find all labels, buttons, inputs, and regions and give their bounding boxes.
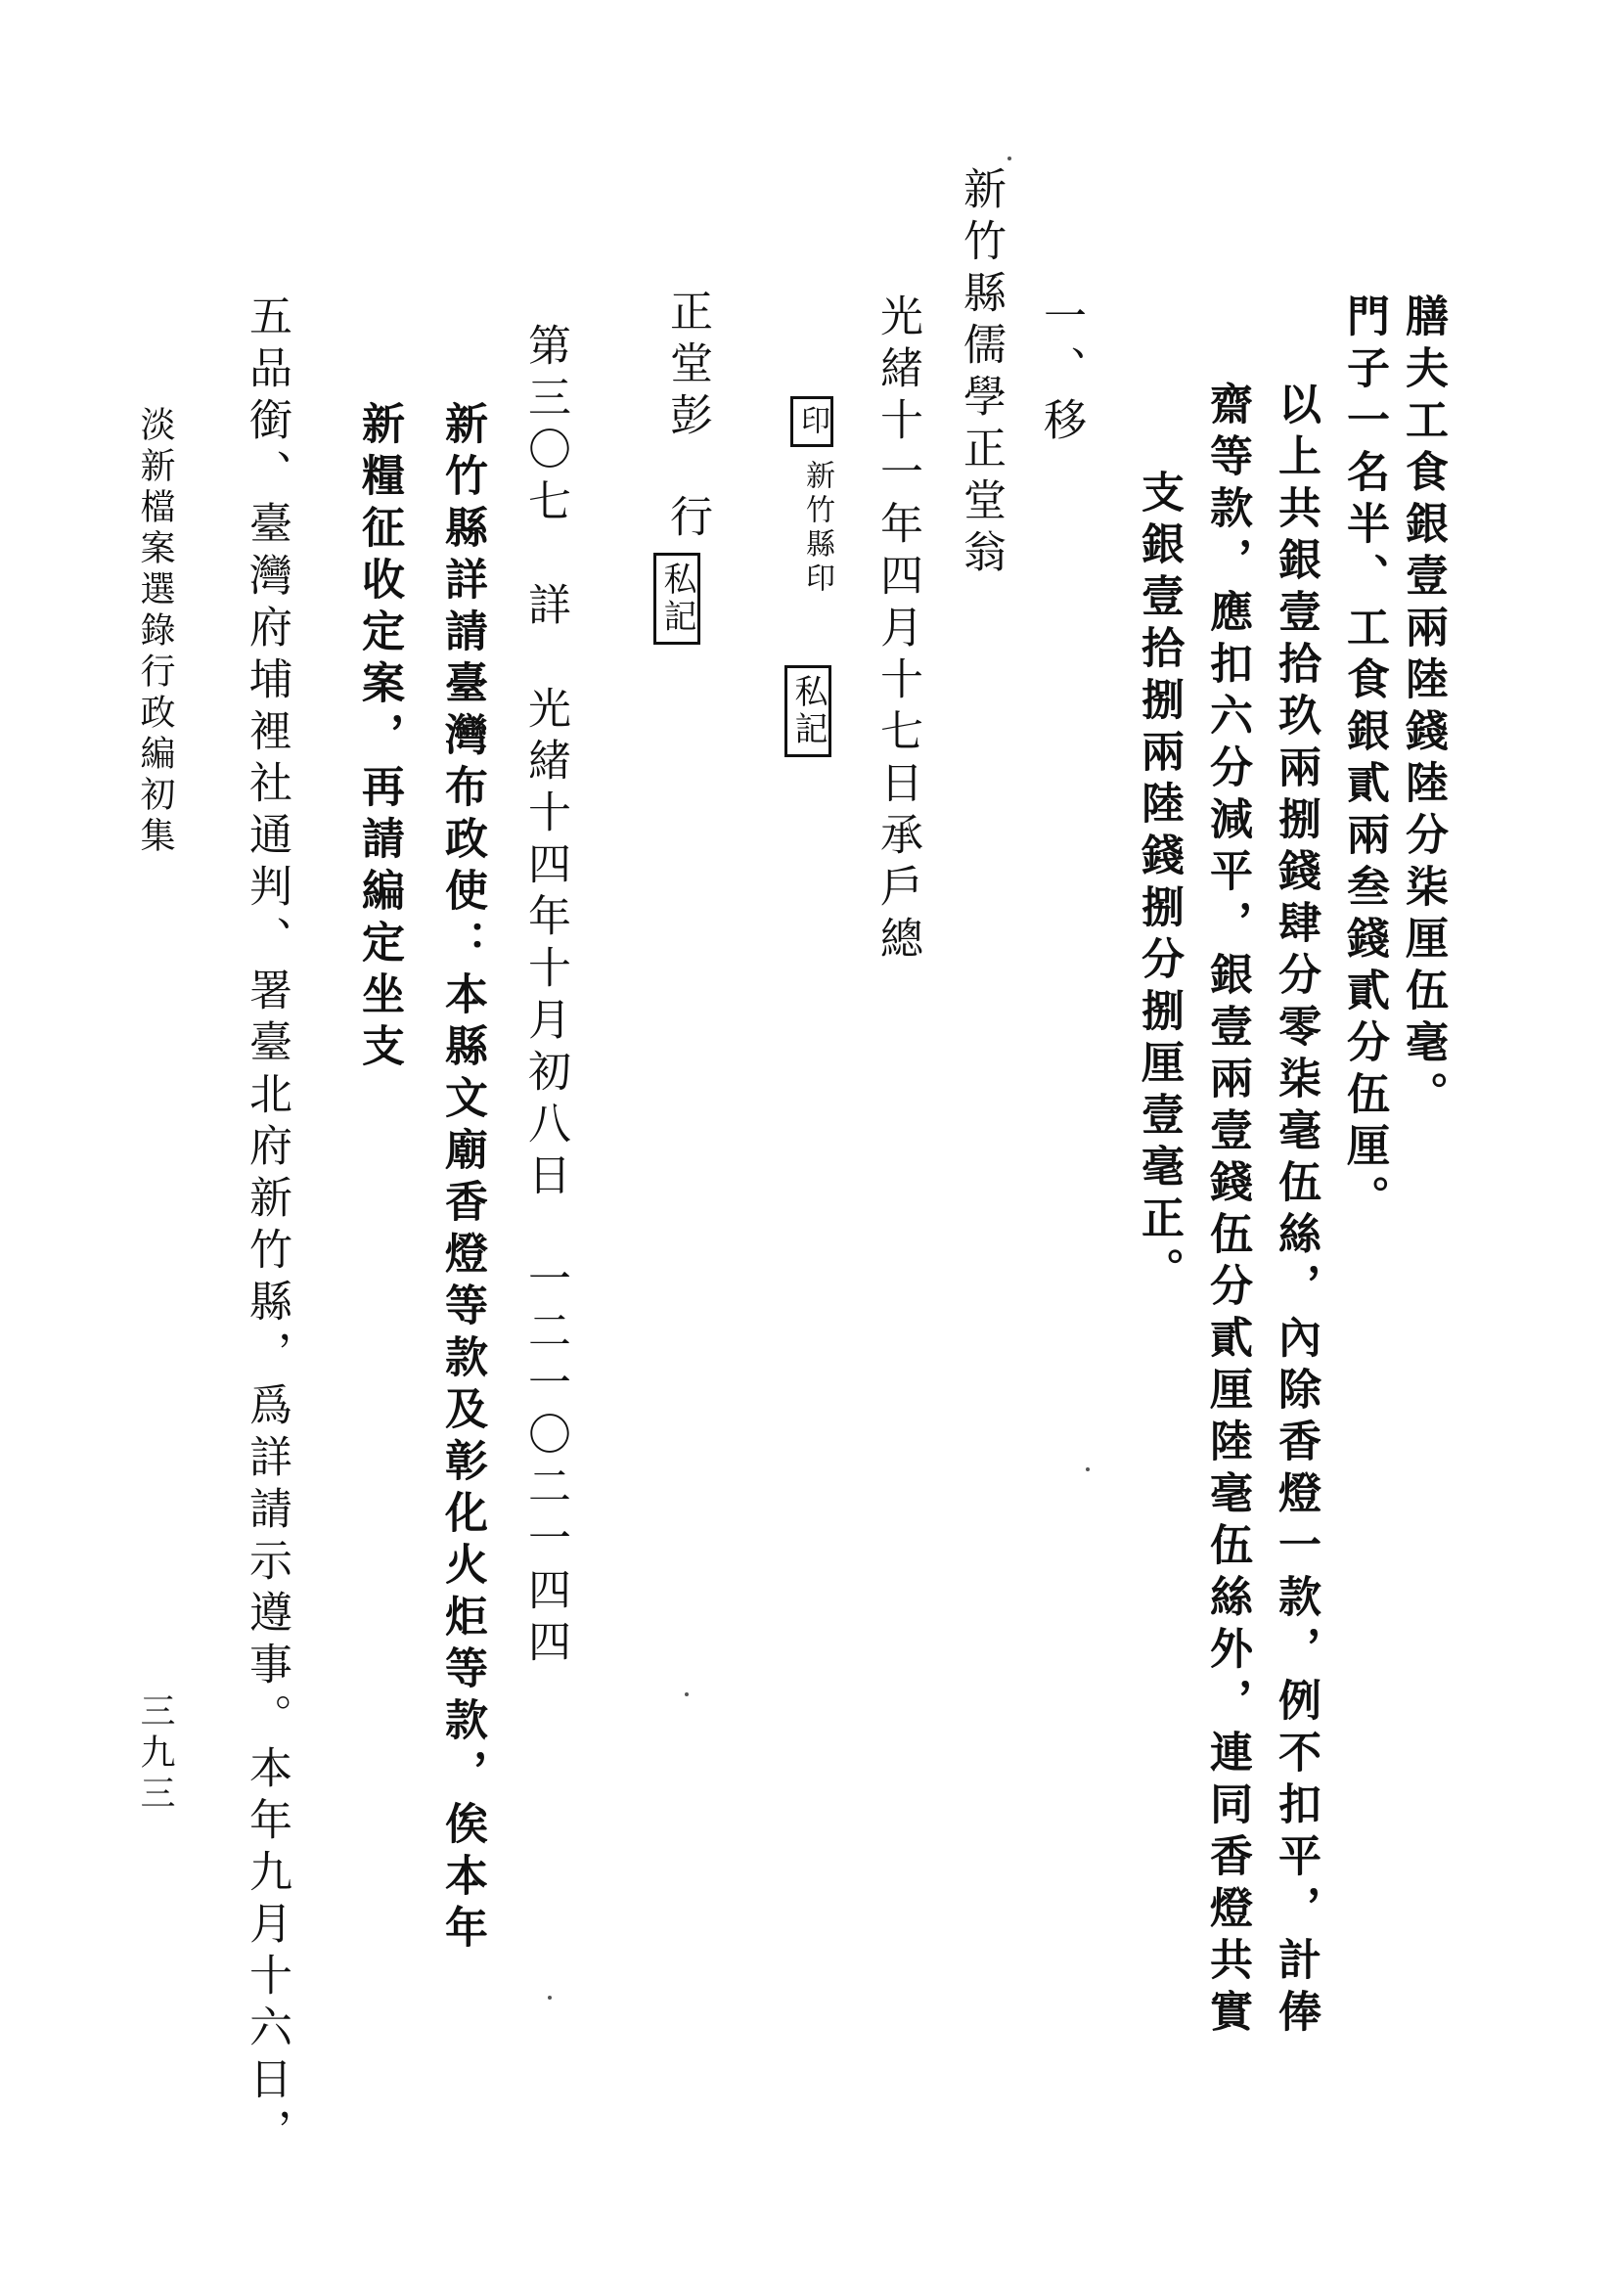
action-mark: 行	[662, 494, 712, 546]
seal-siji-2: 私記	[653, 553, 700, 645]
record-header: 第三〇七 詳 光緒十四年十月初八日 一二一〇二一四四	[520, 323, 570, 1671]
seal-siji-1: 私記	[784, 665, 831, 757]
report-title-2: 新糧征收定案，再請編定坐支	[354, 401, 404, 1075]
item-heading: 一、移	[1036, 293, 1086, 449]
text-column-4: 齋等款，應扣六分減平，銀壹兩壹錢伍分貳厘陸毫伍絲外，連同香燈共實	[1202, 382, 1252, 2041]
text-column-1: 膳夫工食銀壹兩陸錢陸分柒厘伍毫。	[1398, 293, 1448, 1123]
sender-column: 新竹縣儒學正堂翁	[956, 166, 1006, 581]
date-column: 光緒十一年四月十七日承戶總	[873, 293, 922, 968]
seal-yin: 印	[790, 396, 833, 447]
book-title: 淡新檔案選錄行政編初集	[135, 406, 175, 858]
report-title-1: 新竹縣詳請臺灣布政使：本縣文廟香燈等款及彰化火炬等款，俟本年	[437, 401, 487, 1957]
seal-xinzhu-county: 新竹縣印	[800, 460, 834, 597]
official-column: 正堂彭	[662, 289, 712, 444]
text-column-5: 支銀壹拾捌兩陸錢捌分捌厘壹毫正。	[1134, 470, 1184, 1299]
text-column-2: 門子一名半、工食銀貳兩叁錢貳分伍厘。	[1339, 293, 1389, 1227]
text-column-3: 以上共銀壹拾玖兩捌錢肆分零柒毫伍絲，內除香燈一款，例不扣平，計俸	[1271, 382, 1321, 2041]
print-speck	[1008, 157, 1011, 160]
print-speck	[548, 1996, 552, 2000]
print-speck	[685, 1692, 689, 1696]
page-number: 三九三	[135, 1692, 175, 1816]
print-speck	[1086, 1467, 1090, 1471]
report-body-1: 五品銜、臺灣府埔裡社通判、署臺北府新竹縣，爲詳請示遵事。本年九月十六日，	[242, 293, 291, 2160]
